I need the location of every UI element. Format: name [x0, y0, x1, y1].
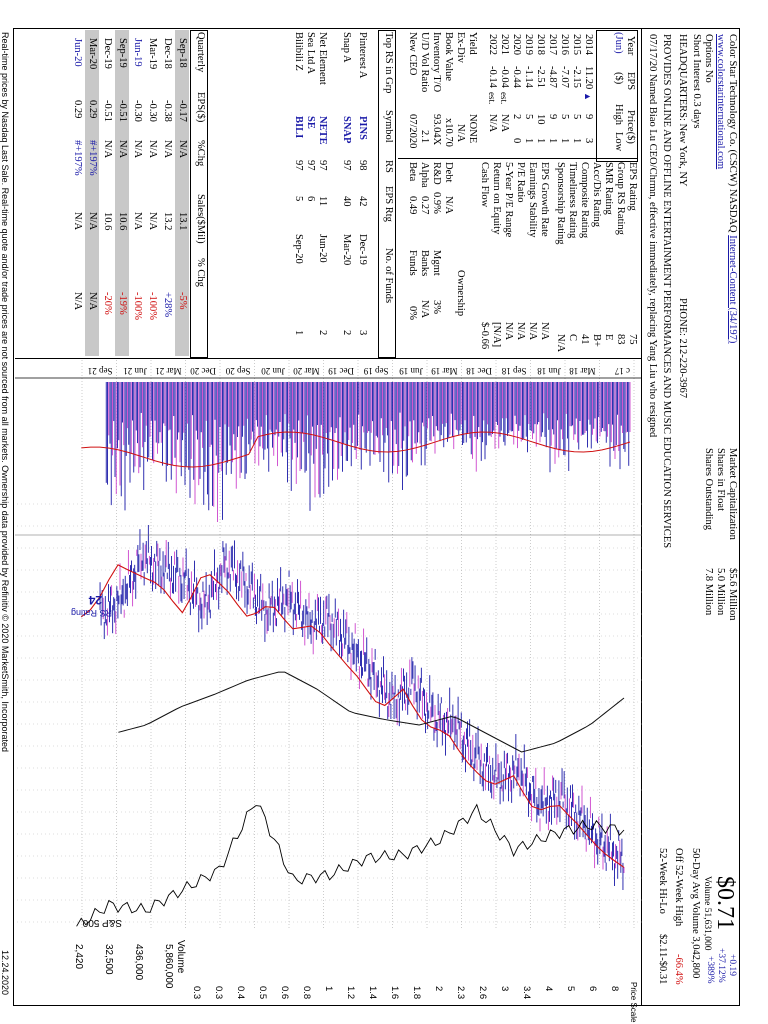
top-rs-name: Sea Ltd A — [305, 32, 316, 74]
top-rs-name: Pinterest A — [357, 32, 368, 79]
eps-year-header: Year — [625, 36, 636, 56]
month-label: Sep 20 — [225, 366, 251, 376]
top-rs-eps: 6 — [305, 196, 316, 202]
top-rs-funds: 2 — [317, 330, 328, 336]
quarterly-sales: 13.2 — [162, 212, 173, 231]
month-label: Mar 18 — [569, 366, 596, 376]
price-tick-label: 1.2 — [345, 986, 356, 1000]
quarterly-sales-chg: -100% — [132, 292, 143, 320]
eps-price-low: 1 — [523, 138, 534, 144]
quarterly-eps: -0.38 — [162, 100, 173, 122]
price-tick-label: 2.6 — [477, 986, 488, 1000]
month-label: Mar 21 — [155, 366, 182, 376]
month-label: Sep 19 — [363, 366, 389, 376]
month-label: Jun 20 — [261, 366, 285, 376]
quarterly-period: Dec-18 — [162, 38, 173, 69]
volume-tick-label: 436,000 — [133, 944, 144, 981]
top-rs-symbol[interactable]: NETE — [317, 116, 328, 145]
quarterly-period: Dec-19 — [102, 38, 113, 69]
quarterly-eps-chg: N/A — [147, 140, 158, 159]
quarterly-eps-chg: N/A — [117, 140, 128, 159]
funds-label: Funds — [407, 250, 418, 276]
quarterly-eps-chg: N/A — [177, 140, 188, 159]
quarterly-eps: -0.30 — [147, 100, 158, 122]
quarterly-eps-chg: N/A — [102, 140, 113, 159]
inventory-label: Inventory T/O — [431, 32, 442, 93]
top-rs-h3: RS — [383, 160, 394, 173]
rating-label: Composite Rating — [579, 162, 590, 239]
top-rs-name: Snap A — [341, 32, 352, 63]
quarterly-sales-chg: -100% — [147, 292, 158, 320]
top-rs-h5: No. of Funds — [383, 248, 394, 304]
eps-price-high: 10 — [535, 114, 546, 125]
banks-value: N/A — [419, 300, 430, 319]
volume-tick-label: 5,860,000 — [163, 944, 174, 989]
rating-value: N/A — [555, 334, 566, 353]
eps-price-low: 1 — [547, 138, 558, 144]
rating-value: N/A — [515, 322, 526, 341]
industry-group-link[interactable]: Internet-Content (34/197) — [727, 235, 738, 344]
sp500-line — [77, 805, 624, 927]
rating-value: 41 — [579, 334, 590, 345]
eps-price-high: N/A — [487, 114, 498, 133]
rating-value: N/A — [527, 322, 538, 341]
price-tick-label: 1.8 — [411, 986, 422, 1000]
month-label: Dec 19 — [328, 366, 354, 376]
quarterly-eps-chg: #+197% — [87, 140, 98, 176]
quarterly-period: Jun-19 — [132, 38, 143, 67]
beta-label: Beta — [407, 162, 418, 182]
top-rs-quarter: Dec-19 — [357, 234, 368, 265]
quarterly-sales-chg: N/A — [72, 292, 83, 311]
q-h3: %Chg — [195, 140, 206, 167]
off-high-value: -66.4% — [673, 954, 684, 985]
top-rs-h1: Top RS in Grp — [383, 32, 394, 94]
volume-axis-label: Volume — [175, 940, 186, 974]
quarterly-eps: -0.51 — [117, 100, 128, 122]
month-label: Dec 20 — [190, 366, 216, 376]
price-tick-label: 6 — [587, 986, 598, 992]
volume-moving-average — [81, 432, 630, 467]
eps-year: 2018 — [535, 34, 546, 55]
mgmt-value: 3% — [431, 300, 442, 314]
top-rs-eps: 40 — [341, 196, 352, 207]
month-label: Jun 19 — [399, 366, 423, 376]
eps-year: 2016 — [559, 34, 570, 55]
eps-value: -0.04 — [499, 66, 510, 88]
quarterly-sales: N/A — [132, 212, 143, 231]
footer-date: 12.24.2020 — [0, 950, 10, 996]
website-link[interactable]: www.colorstarinternational.com — [715, 34, 726, 170]
rs-rating-value: 24 — [88, 593, 102, 607]
top-rs-rs: 97 — [341, 160, 352, 171]
top-rs-symbol[interactable]: SNAP — [341, 116, 352, 144]
eps-jun-header: (Jun) — [613, 32, 624, 54]
eps-price-low: 1 — [559, 138, 570, 144]
price-tick-label: 0.8 — [301, 986, 312, 1000]
price-tick-label: 4 — [543, 986, 554, 992]
price-tick-label: 1.6 — [389, 986, 400, 1000]
eps-price-high: 5 — [559, 114, 570, 120]
rating-value: C — [567, 334, 578, 342]
price-tick-label: 1.4 — [367, 986, 378, 1000]
q-h5: % Chg — [195, 258, 206, 287]
quarterly-sales: N/A — [72, 212, 83, 231]
float-value: 5.0 Million — [715, 568, 726, 616]
ud-vol-label: U/D Vol Ratio — [419, 32, 430, 93]
eps-value: -0.14 — [487, 66, 498, 88]
eps-value: -1.14 — [523, 66, 534, 88]
sp500-label: S&P 500 — [82, 917, 122, 928]
quarterly-period: Jun-20 — [72, 38, 83, 67]
top-rs-eps: 5 — [293, 196, 304, 202]
top-rs-quarter: Mar-20 — [341, 234, 352, 266]
rating-value: [N/A] — [491, 322, 502, 348]
shares-outstanding-label: Shares Outstanding — [703, 448, 714, 530]
short-interest-text: Short Interest 0.3 days — [691, 34, 702, 129]
quarterly-eps-chg: #+197% — [72, 140, 83, 176]
eps-up-arrow-icon: ▲ — [583, 92, 593, 101]
quarterly-eps: -0.51 — [102, 100, 113, 122]
price-tick-label: 0.3 — [191, 986, 202, 1000]
eps-value: -0.44 — [511, 66, 522, 88]
off-high-label: Off 52-Week High — [673, 848, 684, 927]
eps-value: -7.07 — [559, 66, 570, 88]
mgmt-label: Mgmt — [431, 250, 442, 276]
quarterly-period: Sep-18 — [177, 38, 188, 68]
rating-label: EPS Growth Rate — [539, 162, 550, 237]
eps-low-header: Low — [613, 132, 624, 152]
top-rs-rs: 98 — [357, 160, 368, 171]
yield-label: Yield — [467, 32, 478, 55]
eps-value: 11.20 — [583, 66, 594, 90]
hilo-value: $2.11-$0.31 — [657, 934, 668, 985]
debt-label: Debt — [443, 162, 454, 183]
options-text: Options No — [703, 34, 714, 83]
eps-value: -4.87 — [547, 66, 558, 88]
quarterly-period: Mar-19 — [147, 38, 158, 70]
eps-price-header: Price($) — [625, 110, 636, 144]
exdiv-value: N/A — [455, 124, 466, 143]
quarterly-eps: -0.17 — [177, 100, 188, 122]
eps-year: 2014 — [583, 34, 594, 55]
new-ceo-value: 07/2020 — [407, 114, 418, 149]
rating-label: Sponsorship Rating — [555, 162, 566, 245]
hilo-label: 52-Week Hi-Lo — [657, 848, 668, 914]
rating-label: Cash Flow — [479, 162, 490, 208]
top-rs-h2: Symbol — [383, 110, 394, 143]
rd-value: 0.9% — [431, 192, 442, 214]
headquarters-text: HEADQUARTERS: New York, NY — [677, 34, 688, 187]
alpha-value: 0.27 — [419, 196, 430, 215]
rating-value: 83 — [615, 334, 626, 345]
top-rs-quarter: Sep-20 — [293, 234, 304, 264]
float-label: Shares in Float — [715, 448, 726, 511]
q-h2: EPS($) — [195, 92, 206, 123]
quarterly-sales: N/A — [87, 212, 98, 231]
rating-label: Timeliness Rating — [567, 162, 578, 239]
market-cap-label: Market Capitalization — [727, 448, 738, 540]
alpha-label: Alpha — [419, 162, 430, 188]
month-label: Mar 20 — [293, 366, 320, 376]
top-rs-name: Net Element — [317, 32, 328, 85]
book-value: x10.70 — [443, 118, 454, 147]
rating-value: B+ — [591, 334, 602, 347]
top-rs-eps: 11 — [317, 196, 328, 207]
volume-text: Volume 51,631,000 — [702, 876, 712, 951]
rating-value: $-0.66 — [479, 322, 490, 350]
month-label: Sep 21 — [87, 366, 113, 376]
ud-vol-value: 2.1 — [419, 130, 430, 144]
rating-label: Acc/Dis Rating — [591, 162, 602, 228]
price-change: +0.19 — [727, 954, 737, 976]
eps-estimate-label: est. — [487, 92, 497, 105]
avg-volume-text: 50-Day Avg Volume 3,042,800 — [690, 848, 701, 979]
beta-value: 0.49 — [407, 196, 418, 215]
volume-tick-label: 2,420 — [73, 944, 84, 970]
price-tick-label: 3 — [499, 986, 510, 992]
debt-value: N/A — [443, 196, 454, 215]
eps-high-header: High — [613, 104, 624, 125]
yield-value: NONE — [467, 114, 478, 144]
rating-label: EPS Rating — [627, 162, 638, 211]
eps-price-low: 0 — [511, 138, 522, 144]
eps-price-high: 9 — [583, 114, 594, 120]
top-rs-funds: 2 — [341, 330, 352, 336]
top-rs-funds: 1 — [293, 330, 304, 336]
price-tick-label: 5 — [565, 986, 576, 992]
top-rs-symbol[interactable]: PINS — [357, 116, 368, 140]
quarterly-eps-chg: N/A — [132, 140, 143, 159]
eps-year: 2022 — [487, 34, 498, 55]
price-tick-label: 2.3 — [455, 986, 466, 1000]
eps-price-high: 5 — [523, 114, 534, 120]
rating-label: Return on Equity — [491, 162, 502, 235]
eps-value: -2.15 — [571, 66, 582, 88]
quarterly-sales-chg: N/A — [87, 292, 98, 311]
month-label: c 17 — [614, 366, 630, 376]
funds-value: 0% — [407, 306, 418, 320]
price-tick-label: 3.4 — [521, 986, 532, 1000]
quarterly-sales: 10.6 — [102, 212, 113, 231]
month-label: Jun 21 — [123, 366, 147, 376]
quarterly-sales-chg: -20% — [102, 292, 113, 315]
price-tick-label: 8 — [609, 986, 620, 992]
exdiv-label: Ex-Div — [455, 32, 466, 63]
top-rs-name: Bilibili Z — [293, 32, 304, 71]
eps-value: -2.51 — [535, 66, 546, 88]
quarterly-period: Sep-19 — [117, 38, 128, 68]
top-rs-h4: EPS Rtg — [383, 186, 394, 222]
eps-price-low: 3 — [583, 138, 594, 144]
ratings-divider — [398, 158, 638, 159]
quarterly-sales: N/A — [147, 212, 158, 231]
rating-label: Group RS Rating — [615, 162, 626, 235]
eps-price-high: 2 — [511, 114, 522, 120]
top-rs-rs: 97 — [293, 160, 304, 171]
eps-eps-header: EPS — [625, 72, 636, 91]
eps-price-high: N/A — [499, 114, 510, 133]
price-tick-label: 2 — [433, 986, 444, 992]
top-rs-funds: 3 — [357, 330, 368, 336]
month-label: Jun 18 — [537, 366, 561, 376]
new-ceo-label: New CEO — [407, 32, 418, 76]
rating-value: E — [603, 334, 614, 341]
inventory-value: 93.04X — [431, 114, 442, 146]
price-tick-label: 0.3 — [213, 986, 224, 1000]
q-h4: Sales($Mil) — [195, 194, 206, 244]
quarterly-eps: 0.29 — [72, 100, 83, 119]
company-description: PROVIDES ONLINE AND OFFLINE ENTERTAINMENT PERFORMANCES AND MUSIC EDUCATION SERVICES — [661, 34, 672, 549]
rs-rating-label: RS Rating — [70, 608, 112, 618]
current-price: $0.71 — [712, 876, 738, 930]
top-rs-symbol[interactable]: BILI — [293, 116, 304, 139]
market-cap-value: $5.6 Million — [727, 568, 738, 621]
top-rs-rs: 97 — [305, 160, 316, 171]
top-rs-quarter: Jun-20 — [317, 234, 328, 263]
quarterly-eps: -0.30 — [132, 100, 143, 122]
rating-value: 75 — [627, 334, 638, 345]
eps-year: 2019 — [523, 34, 534, 55]
quarterly-eps: 0.29 — [87, 100, 98, 119]
price-change-pct: +37.12% — [716, 948, 726, 983]
volume-tick-label: 32,500 — [103, 944, 114, 975]
price-tick-label: 0.6 — [279, 986, 290, 1000]
eps-price-high: 5 — [571, 114, 582, 120]
quarterly-sales-chg: -5% — [177, 292, 188, 310]
ownership-title: Ownership — [455, 270, 466, 317]
book-value-label: Book Value — [443, 32, 454, 82]
quarterly-sales: 10.6 — [117, 212, 128, 231]
quarterly-sales-chg: +28% — [162, 292, 173, 318]
rating-label: 5-Year P/E Range — [503, 162, 514, 238]
left-panel-divider — [15, 358, 642, 359]
eps-price-high: 9 — [547, 114, 558, 120]
month-label: Dec 18 — [466, 366, 492, 376]
q-h1: Quarterly — [195, 32, 206, 73]
eps-year: 2017 — [547, 34, 558, 55]
quarterly-eps-chg: N/A — [162, 140, 173, 159]
eps-year: 2021 — [499, 34, 510, 55]
quarterly-sales-chg: -19% — [117, 292, 128, 315]
month-label: Mar 19 — [431, 366, 458, 376]
price-scale-label: Price Scale — [629, 982, 638, 1023]
rating-label: P/E Ratio — [515, 162, 526, 203]
top-rs-eps: 42 — [357, 196, 368, 207]
footer-disclaimer: Real-time prices by Nasdaq Last Sale. Real-time quote and/or trade prices are not sourced from all markets. Ownership data provided by Refinitiv © 2020 MarketSmith, Incorporated — [0, 32, 10, 752]
news-text: 07/17/20 Named Biao Lu CEO/Chrmn, effective immediately, replacing Yang Liu who resigned — [647, 34, 658, 438]
rating-value: N/A — [539, 322, 550, 341]
phone-text: PHONE: 212-220-3967 — [677, 298, 688, 399]
rating-value: N/A — [503, 322, 514, 341]
top-rs-rs: 97 — [317, 160, 328, 171]
quarterly-period: Mar-20 — [87, 38, 98, 70]
shares-outstanding-value: 7.8 Million — [703, 568, 714, 616]
eps-year: 2015 — [571, 34, 582, 55]
eps-estimate-label: est. — [499, 92, 509, 105]
rating-label: SMR Rating — [603, 162, 614, 215]
banks-label: Banks — [419, 250, 430, 277]
rating-label: Earnings Stability — [527, 162, 538, 238]
month-label: Sep 18 — [501, 366, 527, 376]
eps-price-low: 1 — [571, 138, 582, 144]
eps-dollar-header: ($) — [613, 72, 624, 85]
top-rs-symbol[interactable]: SE — [305, 116, 316, 129]
price-tick-label: 0.4 — [235, 986, 246, 1000]
quarterly-sales: 13.1 — [177, 212, 188, 231]
volume-pct: +389% — [705, 956, 715, 984]
price-tick-label: 0.5 — [257, 986, 268, 1000]
company-name: Color Star Technology Co. (CSCW) NASDAQ — [727, 34, 738, 233]
price-chart — [15, 360, 642, 980]
rd-label: R&D — [431, 162, 442, 185]
eps-price-low: 1 — [535, 138, 546, 144]
eps-year: 2020 — [511, 34, 522, 55]
price-tick-label: 1 — [323, 986, 334, 992]
